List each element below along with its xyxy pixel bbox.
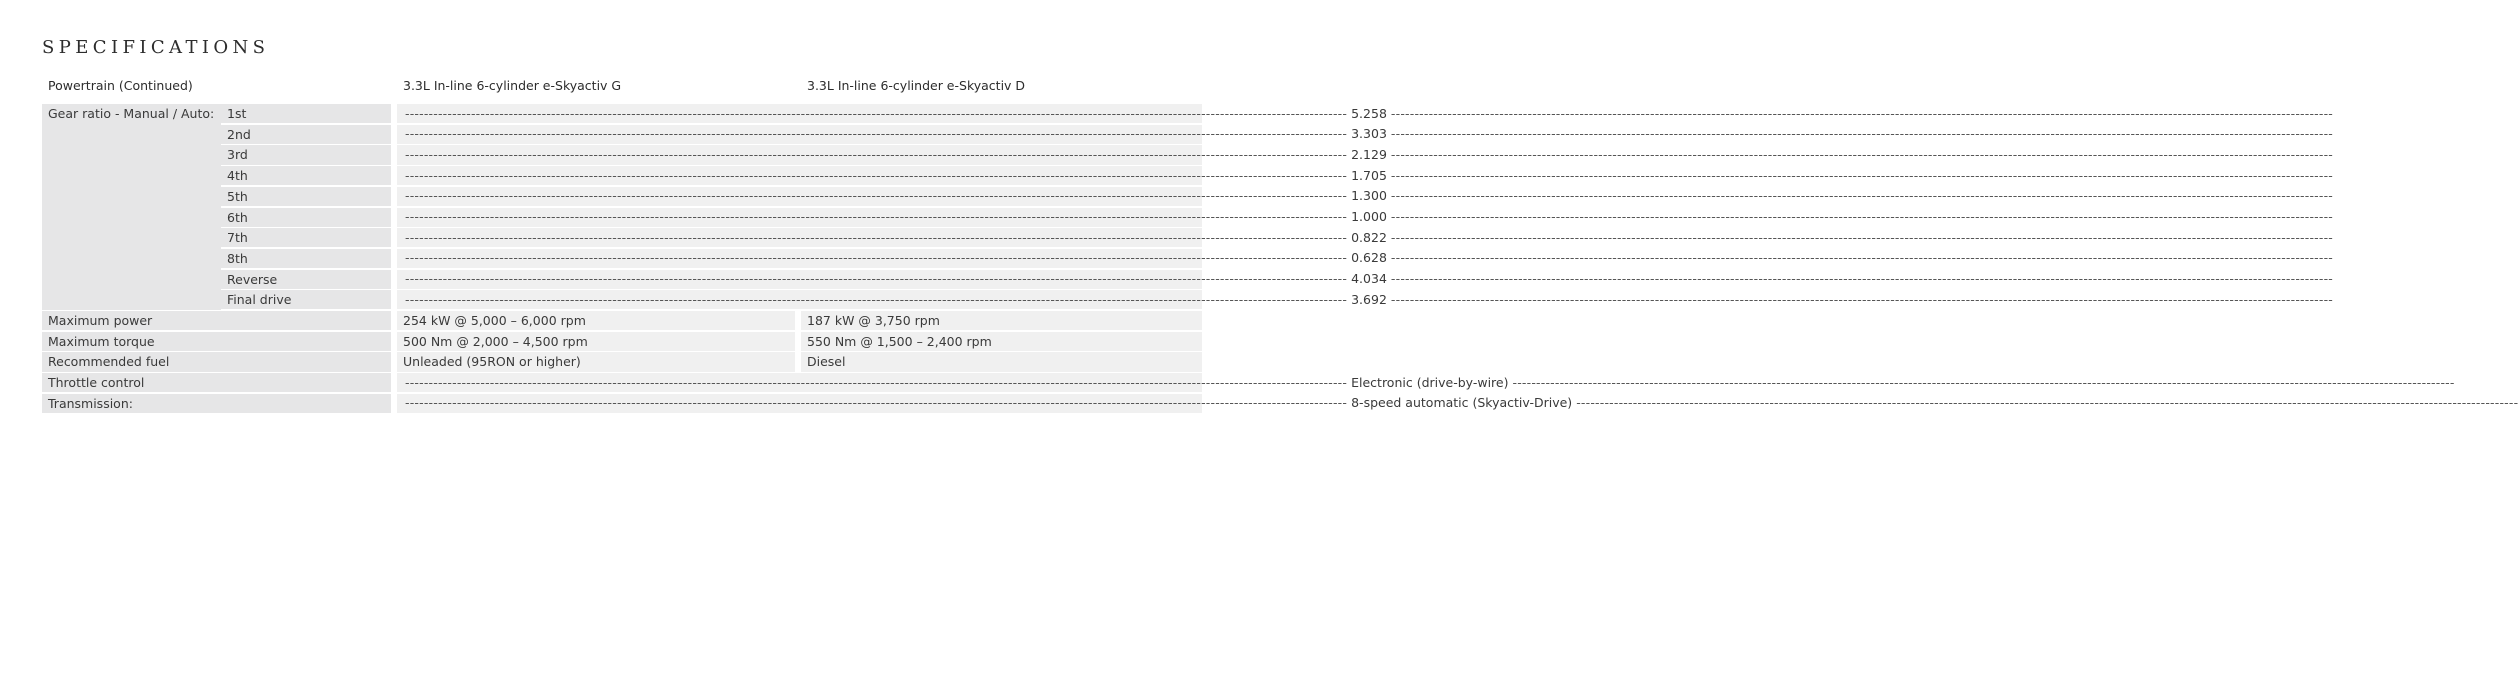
leader-dashes: -------------------------------------------------------------------------------------------------------------------------------------------------------------------------------------------------------- — [405, 395, 1348, 411]
leader-dashes: -------------------------------------------------------------------------------------------------------------------------------------------------------------------------------------------------------- — [1390, 291, 2334, 307]
value-text: 5.258 — [1351, 105, 1387, 121]
transmission-label: Transmission: — [42, 394, 391, 413]
leader-dashes: -------------------------------------------------------------------------------------------------------------------------------------------------------------------------------------------------------- — [405, 271, 1348, 287]
spec-value-petrol: 254 kW @ 5,000 – 6,000 rpm — [397, 311, 795, 330]
leader-dashes: -------------------------------------------------------------------------------------------------------------------------------------------------------------------------------------------------------- — [1512, 374, 2455, 390]
spec-value-petrol: Unleaded (95RON or higher) — [397, 352, 795, 371]
leader-dashes: -------------------------------------------------------------------------------------------------------------------------------------------------------------------------------------------------------- — [405, 188, 1348, 204]
gear-ratio-value — [397, 104, 2334, 123]
gear-ratio-value — [397, 249, 2334, 268]
gear-ratio-label: Gear ratio - Manual / Auto: — [42, 104, 221, 310]
leader-dashes: -------------------------------------------------------------------------------------------------------------------------------------------------------------------------------------------------------- — [1390, 188, 2334, 204]
leader-dashes: -------------------------------------------------------------------------------------------------------------------------------------------------------------------------------------------------------- — [405, 250, 1348, 266]
gear-ratio-value — [397, 270, 2334, 289]
gear-name: 4th — [221, 166, 391, 185]
leader-dashes: -------------------------------------------------------------------------------------------------------------------------------------------------------------------------------------------------------- — [405, 105, 1348, 121]
spec-label: Maximum power — [42, 311, 391, 330]
leader-dashes: -------------------------------------------------------------------------------------------------------------------------------------------------------------------------------------------------------- — [405, 146, 1348, 162]
column-heading-diesel: 3.3L In-line 6-cylinder e-Skyactiv D — [807, 78, 1026, 93]
value-text: 1.705 — [1351, 167, 1387, 183]
gear-ratio-value — [397, 125, 2334, 144]
gear-name: 1st — [221, 104, 391, 123]
leader-dashes: -------------------------------------------------------------------------------------------------------------------------------------------------------------------------------------------------------- — [405, 126, 1348, 142]
leader-dashes: -------------------------------------------------------------------------------------------------------------------------------------------------------------------------------------------------------- — [1576, 395, 2518, 411]
leader-dashes: -------------------------------------------------------------------------------------------------------------------------------------------------------------------------------------------------------- — [1390, 146, 2334, 162]
gear-name: 8th — [221, 249, 391, 268]
leader-dashes: -------------------------------------------------------------------------------------------------------------------------------------------------------------------------------------------------------- — [405, 167, 1348, 183]
value-text: 2.129 — [1351, 146, 1387, 162]
gear-name: 3rd — [221, 145, 391, 164]
spec-value-diesel: 550 Nm @ 1,500 – 2,400 rpm — [801, 332, 1202, 351]
spec-value-diesel: Diesel — [801, 352, 1202, 371]
spec-value-diesel: 187 kW @ 3,750 rpm — [801, 311, 1202, 330]
gear-ratio-value — [397, 145, 2334, 164]
leader-dashes: -------------------------------------------------------------------------------------------------------------------------------------------------------------------------------------------------------- — [1390, 126, 2334, 142]
leader-dashes: -------------------------------------------------------------------------------------------------------------------------------------------------------------------------------------------------------- — [1390, 250, 2334, 266]
leader-dashes: -------------------------------------------------------------------------------------------------------------------------------------------------------------------------------------------------------- — [405, 209, 1348, 225]
value-text: 1.300 — [1351, 188, 1387, 204]
section-heading: Powertrain (Continued) — [48, 78, 193, 93]
gear-name: 6th — [221, 208, 391, 227]
value-text: 4.034 — [1351, 271, 1387, 287]
value-text: 8-speed automatic (Skyactiv-Drive) — [1351, 395, 1573, 411]
transmission-value — [397, 394, 2518, 413]
page-title: SPECIFICATIONS — [42, 37, 270, 58]
gear-ratio-value — [397, 290, 2334, 309]
throttle-control-label: Throttle control — [42, 373, 391, 392]
value-text: 1.000 — [1351, 209, 1387, 225]
leader-dashes: -------------------------------------------------------------------------------------------------------------------------------------------------------------------------------------------------------- — [405, 291, 1348, 307]
gear-ratio-value — [397, 166, 2334, 185]
column-heading-petrol: 3.3L In-line 6-cylinder e-Skyactiv G — [403, 78, 622, 93]
gear-ratio-value — [397, 208, 2334, 227]
leader-dashes: -------------------------------------------------------------------------------------------------------------------------------------------------------------------------------------------------------- — [405, 229, 1348, 245]
gear-ratio-value — [397, 228, 2334, 247]
gear-name: 2nd — [221, 125, 391, 144]
leader-dashes: -------------------------------------------------------------------------------------------------------------------------------------------------------------------------------------------------------- — [1390, 167, 2334, 183]
gear-name: 5th — [221, 187, 391, 206]
value-text: 3.303 — [1351, 126, 1387, 142]
leader-dashes: -------------------------------------------------------------------------------------------------------------------------------------------------------------------------------------------------------- — [405, 374, 1348, 390]
value-text: 0.628 — [1351, 250, 1387, 266]
spec-value-petrol: 500 Nm @ 2,000 – 4,500 rpm — [397, 332, 795, 351]
value-text: 0.822 — [1351, 229, 1387, 245]
leader-dashes: -------------------------------------------------------------------------------------------------------------------------------------------------------------------------------------------------------- — [1390, 105, 2334, 121]
spec-label: Maximum torque — [42, 332, 391, 351]
gear-ratio-value — [397, 187, 2334, 206]
value-text: Electronic (drive-by-wire) — [1351, 374, 1509, 390]
throttle-control-value — [397, 373, 2455, 392]
gear-name: 7th — [221, 228, 391, 247]
spec-label: Recommended fuel — [42, 352, 391, 371]
leader-dashes: -------------------------------------------------------------------------------------------------------------------------------------------------------------------------------------------------------- — [1390, 209, 2334, 225]
gear-name: Final drive — [221, 290, 391, 309]
value-text: 3.692 — [1351, 291, 1387, 307]
gear-name: Reverse — [221, 270, 391, 289]
leader-dashes: -------------------------------------------------------------------------------------------------------------------------------------------------------------------------------------------------------- — [1390, 229, 2334, 245]
leader-dashes: -------------------------------------------------------------------------------------------------------------------------------------------------------------------------------------------------------- — [1390, 271, 2334, 287]
